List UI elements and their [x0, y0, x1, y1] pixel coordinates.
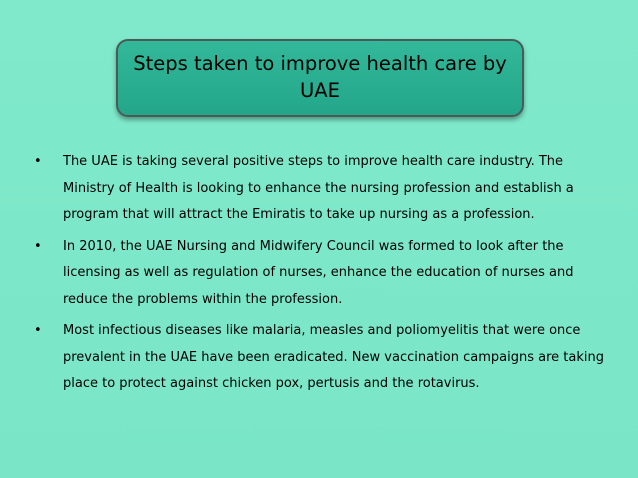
bullet-item-2: [34, 234, 614, 314]
bullet-list: [34, 149, 614, 403]
bullet-dot-icon: •: [34, 238, 42, 254]
bullet-text-1: The UAE is taking several positive steps to improve health care industry. The Ministry of Health is looking to enhance the nursing profession and establish a program that will attract the Emiratis to take up nursing as a profession.: [63, 154, 574, 222]
bullet-text-2: In 2010, the UAE Nursing and Midwifery Council was formed to look after the licensing as well as regulation of nurses, enhance the education of nurses and reduce the problems within the profession.: [63, 238, 574, 307]
slide-title: Steps taken to improve health care by UAE: [133, 52, 507, 102]
bullet-text-3: Most infectious diseases like malaria, measles and poliomyelitis that were once prevalent in the UAE have been eradicated. New vaccination campaigns are taking place to protect against chicken pox, pertusis and the rotavirus.: [63, 323, 604, 391]
bullet-item-3: [34, 318, 614, 398]
bullet-item-1: [34, 149, 614, 229]
bullet-dot-icon: •: [34, 323, 42, 338]
bullet-dot-icon: •: [34, 154, 42, 169]
title-box: [116, 39, 524, 117]
